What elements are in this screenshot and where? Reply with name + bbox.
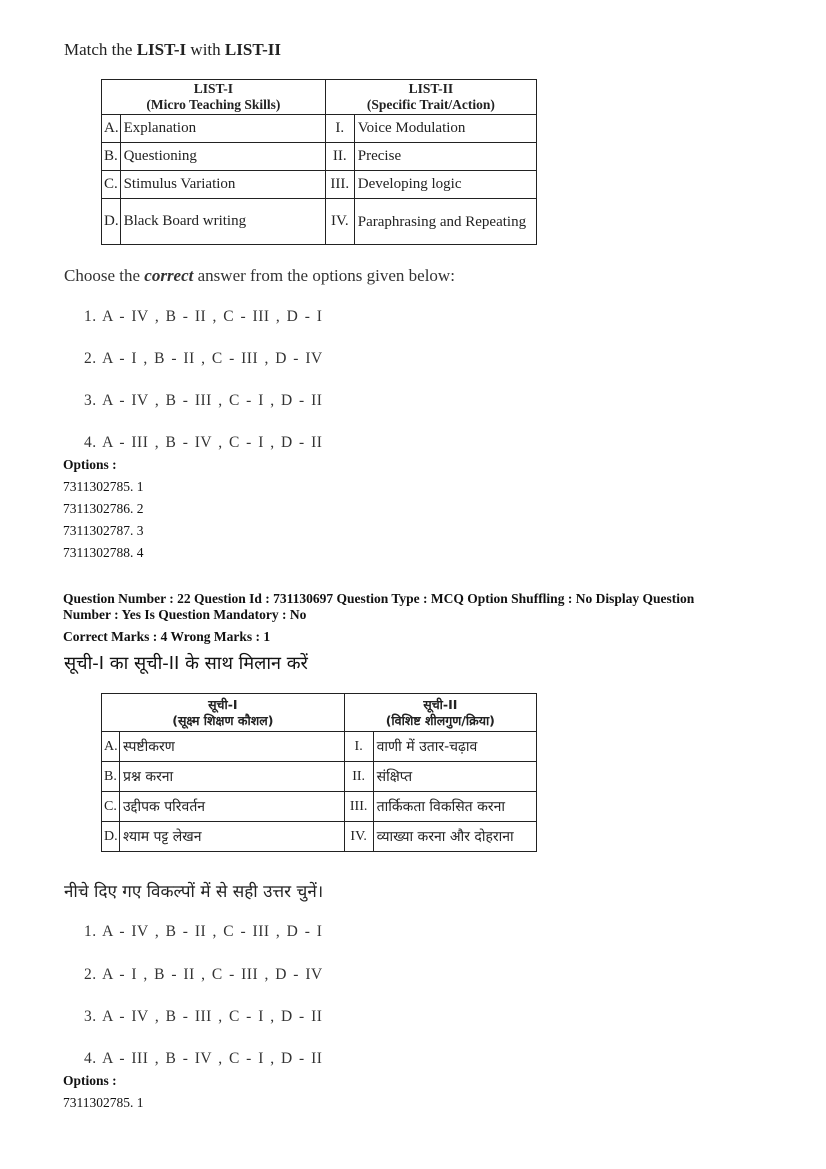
choose-instruction: Choose the correct answer from the options given below: xyxy=(64,266,455,285)
answer-option-2: 2. A - I , B - II , C - III , D - IV xyxy=(84,350,323,367)
answer-option-4: 4. A - III , B - IV , C - I , D - II xyxy=(84,1050,323,1067)
heading-list1: LIST-I xyxy=(136,40,187,59)
option-id: 7311302785. 1 xyxy=(63,479,144,494)
list2-header: सूची-II (विशिष्ट शीलगुण/क्रिया) xyxy=(344,694,536,732)
question-meta: Question Number : 22 Question Id : 731130697 Question Type : MCQ Option Shuffling : No Display Question Number : Yes Is Question Mandatory : No Correct Marks : 4 Wrong Marks : 1 xyxy=(63,591,695,644)
heading-list2: LIST-II xyxy=(224,40,281,59)
table-row: D. श्याम पट्ट लेखन IV. व्याख्या करना और दोहराना xyxy=(102,822,537,852)
table-row: C. Stimulus Variation III. Developing logic xyxy=(102,171,537,199)
choose-instruction-hindi: नीचे दिए गए विकल्पों में से सही उत्तर चुनें। xyxy=(64,882,324,902)
table-header-row xyxy=(102,694,537,732)
option-id: 7311302787. 3 xyxy=(63,523,144,538)
answer-option-4: 4. A - III , B - IV , C - I , D - II xyxy=(84,434,323,451)
answer-option-1: 1. A - IV , B - II , C - III , D - I xyxy=(84,308,323,325)
table-row: B. Questioning II. Precise xyxy=(102,143,537,171)
table-row: B. प्रश्न करना II. संक्षिप्त xyxy=(102,762,537,792)
match-table xyxy=(101,79,537,245)
list1-header: LIST-I (Micro Teaching Skills) xyxy=(102,80,326,115)
table-row: D. Black Board writing IV. Paraphrasing and Repeating xyxy=(102,199,537,245)
match-table-hindi xyxy=(101,693,537,852)
option-id: 7311302786. 2 xyxy=(63,501,144,516)
question-heading xyxy=(64,40,281,60)
answer-option-3: 3. A - IV , B - III , C - I , D - II xyxy=(84,392,323,409)
option-id: 7311302788. 4 xyxy=(63,545,144,560)
heading-text: with xyxy=(186,40,225,59)
answer-option-2: 2. A - I , B - II , C - III , D - IV xyxy=(84,966,323,983)
answer-option-1: 1. A - IV , B - II , C - III , D - I xyxy=(84,923,323,940)
heading-text: Match the xyxy=(64,40,137,59)
table-row: C. उद्दीपक परिवर्तन III. तार्किकता विकसित करना xyxy=(102,792,537,822)
table-row: A. स्पष्टीकरण I. वाणी में उतार-चढ़ाव xyxy=(102,732,537,762)
table-header-row xyxy=(102,80,537,115)
list1-header: सूची-I (सूक्ष्म शिक्षण कौशल) xyxy=(102,694,345,732)
table-row: A. Explanation I. Voice Modulation xyxy=(102,115,537,143)
option-id: 7311302785. 1 xyxy=(63,1095,144,1110)
question-heading-hindi: सूची-I का सूची-II के साथ मिलान करें xyxy=(64,653,308,674)
list2-header: LIST-II (Specific Trait/Action) xyxy=(325,80,536,115)
options-label: Options : xyxy=(63,457,117,472)
answer-option-3: 3. A - IV , B - III , C - I , D - II xyxy=(84,1008,323,1025)
options-label: Options : xyxy=(63,1073,117,1088)
